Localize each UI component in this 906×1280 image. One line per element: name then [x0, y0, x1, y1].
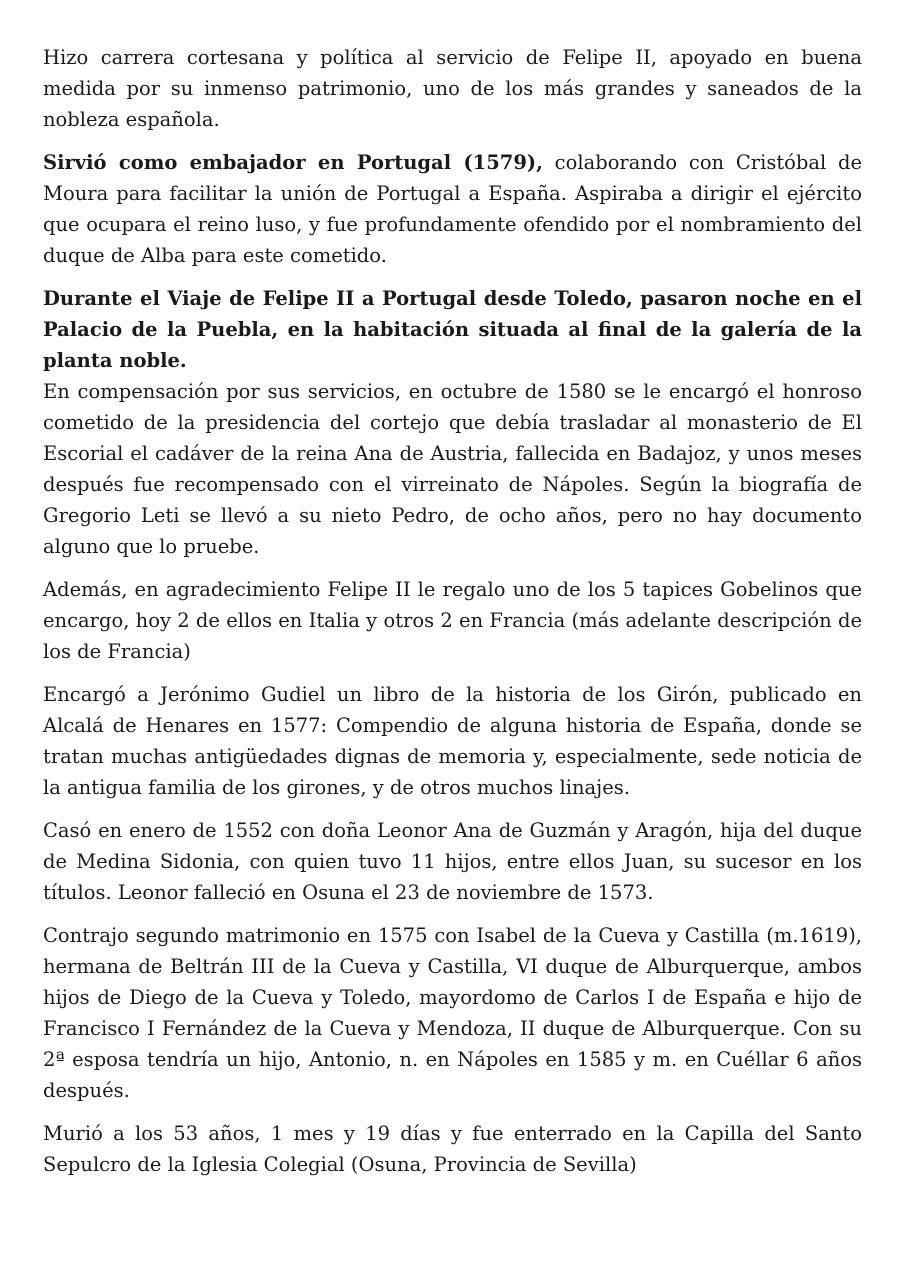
- paragraph-first-marriage: [43, 815, 862, 908]
- paragraph-tapestries: [43, 574, 862, 667]
- paragraph-text: Contrajo segundo matrimonio en 1575 con Isabel de la Cueva y Castilla (m.1619), hermana de Beltrán III de la Cueva y Castilla, VI duque de Alburquerque, ambos hijos de Diego de la Cueva y Toledo, mayordomo de Carlos I de España e hijo de Francisco I Fernández de la Cueva y Mendoza, II duque de Alburquerque. Con su 2ª esposa tendría un hijo, Antonio, n. en Nápoles en 1585 y m. en Cuéllar 6 años después.: [43, 924, 862, 1102]
- paragraph-text: Murió a los 53 años, 1 mes y 19 días y fue enterrado en la Capilla del Santo Sepulcro de la Iglesia Colegial (Osuna, Provincia de Sevilla): [43, 1122, 862, 1176]
- paragraph-second-marriage: [43, 920, 862, 1106]
- paragraph-text: En compensación por sus servicios, en octubre de 1580 se le encargó el honroso cometido de la presidencia del cortejo que debía trasladar al monasterio de El Escorial el cadáver de la reina Ana de Austria, fallecida en Badajoz, y unos meses después fue recompensado con el virreinato de Nápoles. Según la biografía de Gregorio Leti se llevó a su nieto Pedro, de ocho años, pero no hay documento alguno que lo pruebe.: [43, 380, 862, 558]
- paragraph-text: Encargó a Jerónimo Gudiel un libro de la historia de los Girón, publicado en Alcalá de Henares en 1577: Compendio de alguna historia de España, donde se tratan muchas antigüedades dignas de memoria y, especialmente, sede noticia de la antigua familia de los girones, y de otros muchos linajes.: [43, 683, 862, 799]
- paragraph-bold-text: Durante el Viaje de Felipe II a Portugal desde Toledo, pasaron noche en el Palacio de la Puebla, en la habitación situada al final de la galería de la planta noble.: [43, 287, 862, 372]
- paragraph-text: Casó en enero de 1552 con doña Leonor Ana de Guzmán y Aragón, hija del duque de Medina Sidonia, con quien tuvo 11 hijos, entre ellos Juan, su sucesor en los títulos. Leonor falleció en Osuna el 23 de noviembre de 1573.: [43, 819, 862, 904]
- document-page: [43, 42, 862, 1192]
- paragraph-compensation: [43, 376, 862, 562]
- paragraph-text: Además, en agradecimiento Felipe II le regalo uno de los 5 tapices Gobelinos que encargo, hoy 2 de ellos en Italia y otros 2 en Francia (más adelante descripción de los de Francia): [43, 578, 862, 663]
- paragraph-text: Hizo carrera cortesana y política al servicio de Felipe II, apoyado en buena medida por su inmenso patrimonio, uno de los más grandes y saneados de la nobleza española.: [43, 46, 862, 131]
- paragraph-ambassador: [43, 147, 862, 271]
- paragraph-journey: [43, 283, 862, 376]
- paragraph-bold-text: Sirvió como embajador en Portugal (1579),: [43, 151, 543, 174]
- paragraph-book: [43, 679, 862, 803]
- paragraph-death: [43, 1118, 862, 1180]
- paragraph-career: [43, 42, 862, 135]
- paragraph-text: colaborando con Cristóbal de Moura para facilitar la unión de Portugal a España. Aspiraba a dirigir el ejército que ocupara el reino luso, y fue profundamente ofendido por el nombramiento del duque de Alba para este cometido.: [43, 151, 863, 267]
